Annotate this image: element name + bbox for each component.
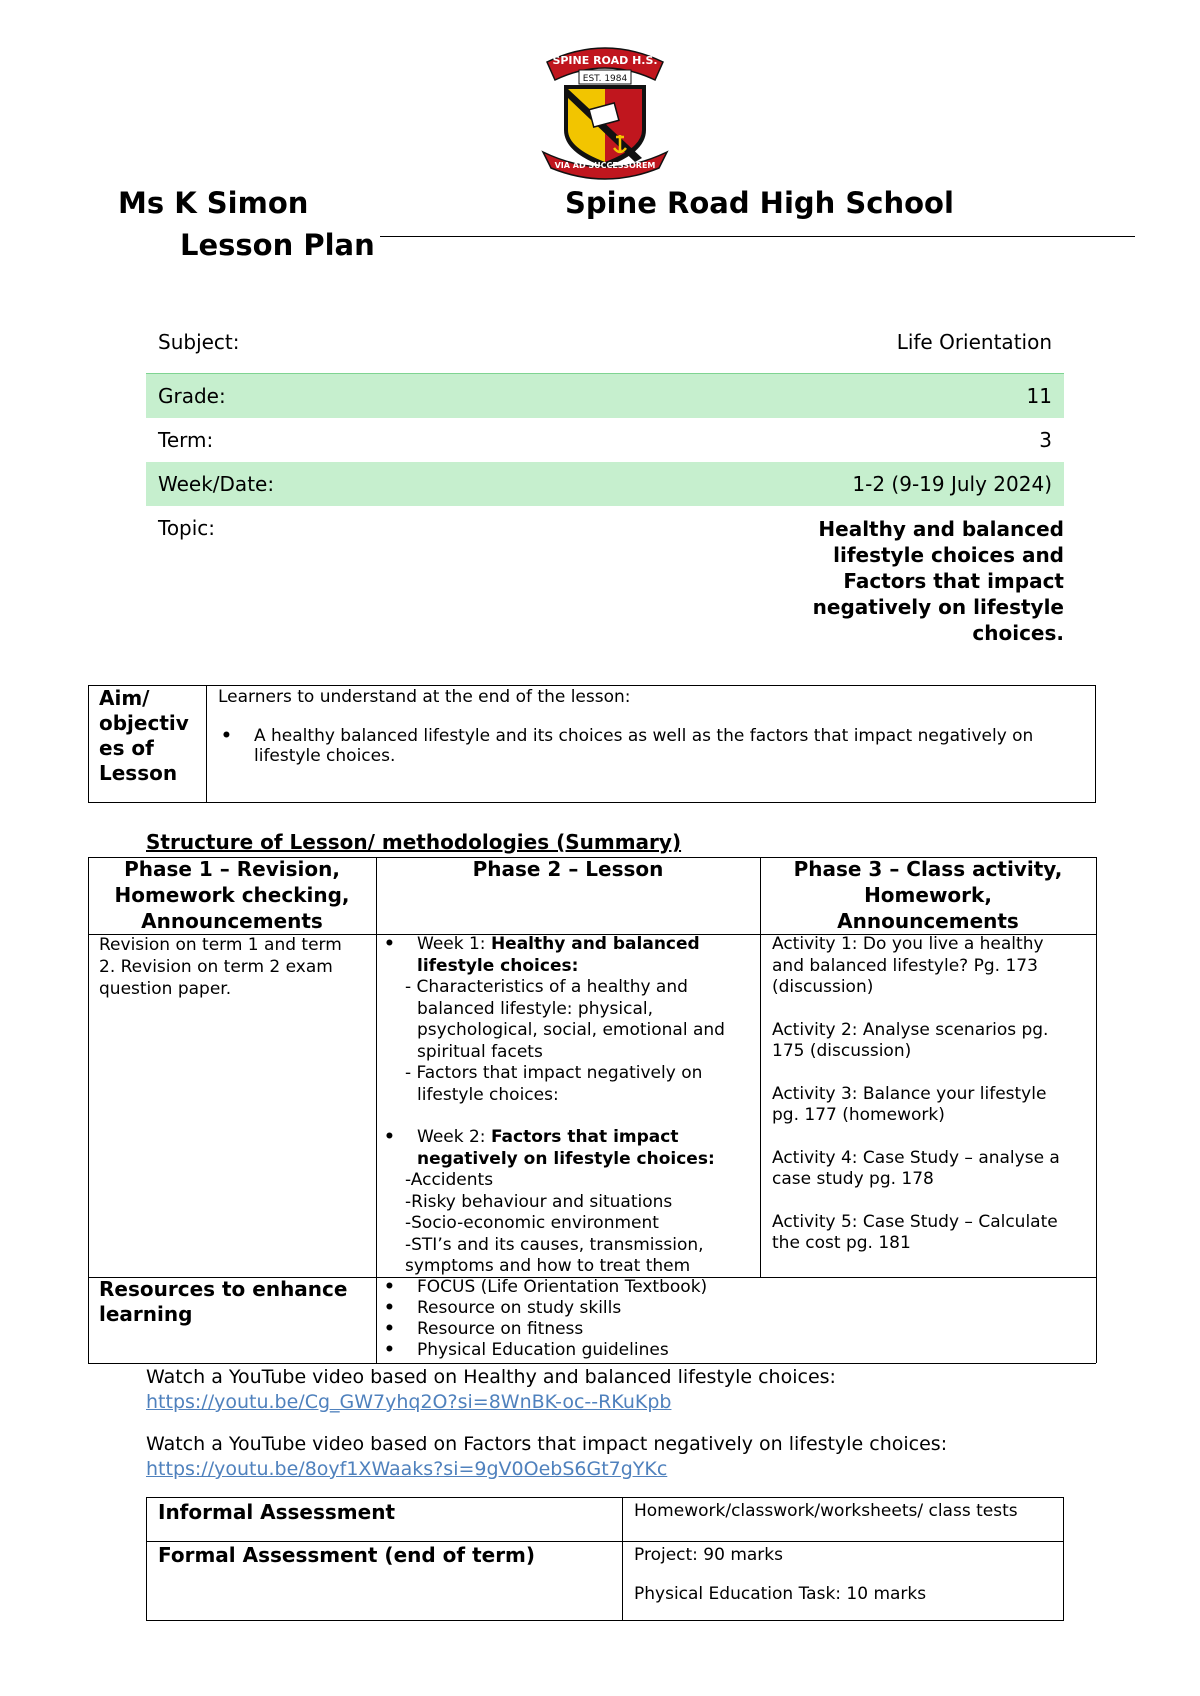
video-link-1[interactable]: https://youtu.be/Cg_GW7yhq2O?si=8WnBK-oc--RKuKpb xyxy=(146,1391,672,1413)
info-row-grade xyxy=(146,374,1064,418)
aim-bullets xyxy=(218,726,1078,766)
structure-title: Structure of Lesson/ methodologies (Summary) xyxy=(146,830,682,854)
table-border xyxy=(88,1363,1096,1364)
info-value: 3 xyxy=(1039,428,1052,452)
week2-list xyxy=(381,1127,757,1170)
info-row-subject xyxy=(146,320,1064,360)
aim-bullet-item: • A healthy balanced lifestyle and its choices as well as the factors that impact negatively on lifestyle choices. xyxy=(218,726,1078,766)
info-label: Topic: xyxy=(158,516,216,540)
info-label: Grade: xyxy=(158,384,226,408)
resource-item: • Resource on fitness xyxy=(381,1319,1081,1340)
table-border xyxy=(376,857,377,1363)
info-row-term xyxy=(146,418,1064,462)
info-value: 1-2 (9-19 July 2024) xyxy=(852,472,1052,496)
header-rule xyxy=(380,236,1135,237)
phase3-header: Phase 3 – Class activity, Homework, Announcements xyxy=(793,857,1063,933)
aim-table-divider xyxy=(206,685,207,803)
activity-2: Activity 2: Analyse scenarios pg. 175 (discussion) xyxy=(772,1019,1049,1061)
table-border xyxy=(1096,857,1097,1363)
video-text-2: Watch a YouTube video based on Factors that impact negatively on lifestyle choices: xyxy=(146,1433,948,1455)
phase3-content xyxy=(772,934,1094,1255)
info-row-topic xyxy=(146,506,1064,645)
activity-1: Activity 1: Do you live a healthy and balanced lifestyle? Pg. 173 (discussion) xyxy=(772,934,1044,997)
school-name: Spine Road High School xyxy=(565,186,954,220)
resource-item: • Physical Education guidelines xyxy=(381,1340,1081,1361)
resource-item: • Resource on study skills xyxy=(381,1298,1081,1319)
video-link-2[interactable]: https://youtu.be/8oyf1XWaaks?si=9gV0OebS6Gt7gYKc xyxy=(146,1458,668,1480)
informal-assessment-label: Informal Assessment xyxy=(158,1500,396,1524)
info-label: Week/Date: xyxy=(158,472,275,496)
activity-4: Activity 4: Case Study – analyse a case study pg. 178 xyxy=(772,1147,1060,1189)
formal-assessment-label: Formal Assessment (end of term) xyxy=(158,1543,536,1567)
info-value: Life Orientation xyxy=(896,330,1052,354)
video-text-1: Watch a YouTube video based on Healthy and balanced lifestyle choices: xyxy=(146,1366,836,1388)
info-label: Subject: xyxy=(158,330,240,354)
crest-est-text: EST. 1984 xyxy=(582,74,628,84)
resources-label: Resources to enhance learning xyxy=(99,1277,348,1326)
school-crest-logo xyxy=(535,40,675,180)
formal-assessment-value-1: Project: 90 marks xyxy=(634,1545,783,1565)
table-border xyxy=(622,1497,623,1621)
informal-assessment-value: Homework/classwork/worksheets/ class tests xyxy=(634,1501,1018,1521)
info-value: 11 xyxy=(1026,384,1052,408)
formal-assessment-value-2: Physical Education Task: 10 marks xyxy=(634,1584,927,1604)
topic-value: Healthy and balanced lifestyle choices and Factors that impact negatively on lifestyle choices. xyxy=(812,517,1064,645)
crest-top-text: SPINE ROAD H.S. xyxy=(552,54,658,67)
phase1-header: Phase 1 – Revision, Homework checking, Announcements xyxy=(114,857,350,933)
resource-item: • FOCUS (Life Orientation Textbook) xyxy=(381,1277,1081,1298)
activity-5: Activity 5: Case Study – Calculate the cost pg. 181 xyxy=(772,1211,1058,1253)
info-row-week-date xyxy=(146,462,1064,506)
aim-intro: Learners to understand at the end of the lesson: xyxy=(218,687,631,707)
aim-label: Aim/ objectiv es of Lesson xyxy=(99,686,189,785)
week2-item: • Week 2: Factors that impact negatively on lifestyle choices: xyxy=(381,1127,757,1170)
phase1-content: Revision on term 1 and term 2. Revision on term 2 exam question paper. xyxy=(99,935,342,999)
phase2-header: Phase 2 – Lesson xyxy=(472,857,664,881)
week1-list xyxy=(381,934,757,977)
week1-item: • Week 1: Healthy and balanced lifestyle choices: xyxy=(381,934,757,977)
teacher-name: Ms K Simon xyxy=(118,186,309,220)
resources-list xyxy=(381,1277,1081,1361)
phase2-content: • Week 1: Healthy and balanced lifestyle choices: - Characteristics of a healthy and balanced lifestyle: physical, psychological, social, emotional and spiritual facets - Factors that impact negatively on lifestyle choices: • Week 2: Factors that impact negatively on lifestyle choices: -Accidents -Risky behaviour and situations -Socio-economic environment -STI’s and its causes, transmission, symptoms and how to treat them xyxy=(381,934,757,1278)
crest-motto-text: VIA AD SUCCESSOREM xyxy=(554,161,656,170)
info-label: Term: xyxy=(158,428,214,452)
activity-3: Activity 3: Balance your lifestyle pg. 177 (homework) xyxy=(772,1083,1047,1125)
table-border xyxy=(146,1541,1064,1542)
document-title: Lesson Plan xyxy=(180,228,375,262)
